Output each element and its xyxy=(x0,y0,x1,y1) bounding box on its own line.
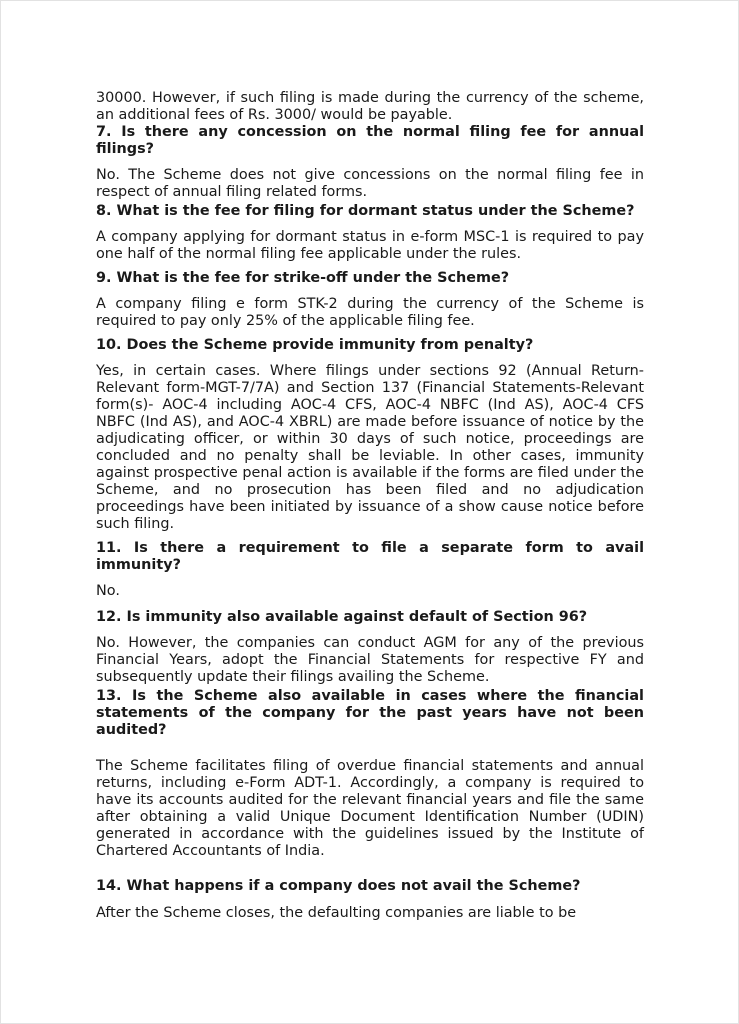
answer-14-start: After the Scheme closes, the defaulting companies are liable to be xyxy=(96,905,577,921)
answer-6-continuation: 30000. However, if such filing is made during the currency of the scheme, an additional fees of Rs. 3000/ would be payable. xyxy=(96,90,644,123)
question-9: 9. What is the fee for strike-off under the Scheme? xyxy=(96,270,510,286)
question-11: 11. Is there a requirement to file a separate form to avail immunity? xyxy=(96,540,644,573)
answer-11: No. xyxy=(96,583,120,599)
answer-12: No. However, the companies can conduct AGM for any of the previous Financial Years, adopt the Financial Statements for respective FY and subsequently update their filings availing the Scheme. xyxy=(96,635,644,685)
question-7: 7. Is there any concession on the normal filing fee for annual filings? xyxy=(96,124,644,157)
question-13: 13. Is the Scheme also available in cases where the financial statements of the company for the past years have not been audited? xyxy=(96,688,644,738)
answer-13: The Scheme facilitates filing of overdue financial statements and annual returns, including e-Form ADT-1. Accordingly, a company is required to have its accounts audited for the relevant financial years and file the same after obtaining a valid Unique Document Identification Number (UDIN) generated in accordance with the guidelines issued by the Institute of Chartered Accountants of India. xyxy=(96,758,644,859)
answer-9: A company filing e form STK-2 during the currency of the Scheme is required to pay only 25% of the applicable filing fee. xyxy=(96,296,644,329)
question-12: 12. Is immunity also available against default of Section 96? xyxy=(96,609,588,625)
answer-7: No. The Scheme does not give concessions on the normal filing fee in respect of annual filing related forms. xyxy=(96,167,644,200)
question-8: 8. What is the fee for filing for dormant status under the Scheme? xyxy=(96,203,635,219)
answer-10: Yes, in certain cases. Where filings under sections 92 (Annual Return-Relevant form-MGT-7/7A) and Section 137 (Financial Statements-Relevant form(s)- AOC-4 including AOC-4 CFS, AOC-4 NBFC (Ind AS), AOC-4 CFS NBFC (Ind AS), and AOC-4 XBRL) are made before issuance of notice by the adjudicating officer, or within 30 days of such notice, proceedings are concluded and no penalty shall be leviable. In other cases, immunity against prospective penal action is available if the forms are filed under the Scheme, and no prosecution has been filed and no adjudication proceedings have been initiated by issuance of a show cause notice before such filing. xyxy=(96,363,644,532)
question-14: 14. What happens if a company does not avail the Scheme? xyxy=(96,878,581,894)
answer-8: A company applying for dormant status in e-form MSC-1 is required to pay one half of the normal filing fee applicable under the rules. xyxy=(96,229,644,262)
question-10: 10. Does the Scheme provide immunity from penalty? xyxy=(96,337,534,353)
document-body xyxy=(96,90,644,922)
